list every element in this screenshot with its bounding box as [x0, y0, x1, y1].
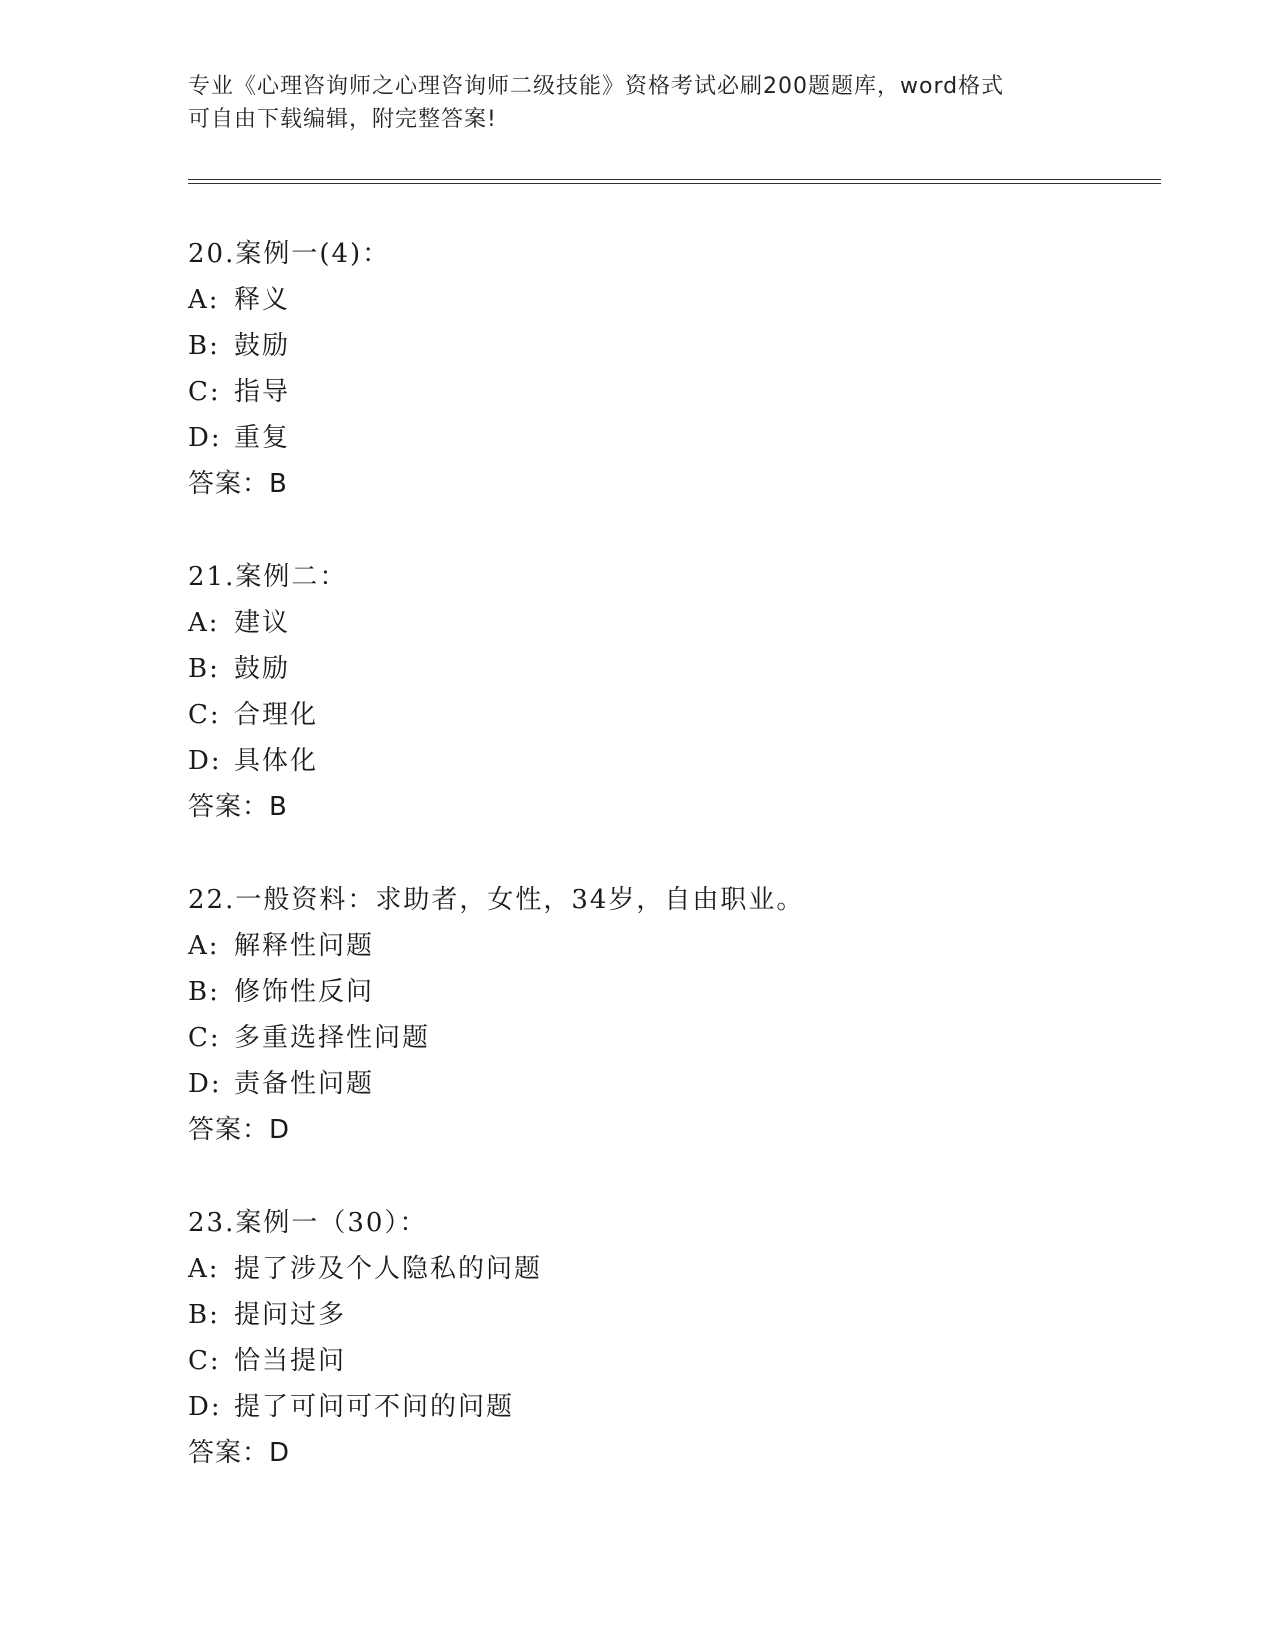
option-key: C:	[188, 1023, 221, 1053]
option-a	[188, 600, 1088, 646]
option-c	[188, 369, 1088, 415]
option-key: A:	[188, 931, 220, 961]
option-key: D:	[188, 1069, 222, 1099]
option-key: A:	[188, 285, 220, 315]
option-text: 解释性问题	[234, 931, 375, 961]
option-b	[188, 969, 1088, 1015]
question-20	[188, 231, 1088, 507]
answer: 答案：D	[188, 1438, 291, 1468]
option-b	[188, 323, 1088, 369]
answer: 答案：B	[188, 792, 288, 822]
header-divider	[188, 179, 1161, 184]
option-text: 恰当提问	[234, 1346, 347, 1376]
option-key: B:	[188, 654, 220, 684]
header-line-1: 专业《心理咨询师之心理咨询师二级技能》资格考试必刷200题题库，word格式	[188, 74, 1005, 99]
option-key: A:	[188, 608, 220, 638]
option-key: B:	[188, 331, 220, 361]
option-key: D:	[188, 1392, 222, 1422]
question-stem: 21.案例二：	[188, 562, 348, 592]
option-c	[188, 1338, 1088, 1384]
option-text: 释义	[234, 285, 291, 315]
question-stem: 20.案例一(4)：	[188, 239, 391, 269]
header-line-2: 可自由下载编辑，附完整答案!	[188, 107, 497, 132]
option-text: 责备性问题	[234, 1069, 375, 1099]
question-23	[188, 1200, 1088, 1476]
option-text: 合理化	[234, 700, 319, 730]
option-key: D:	[188, 423, 222, 453]
option-d	[188, 1061, 1088, 1107]
option-c	[188, 1015, 1088, 1061]
question-21	[188, 554, 1088, 830]
option-a	[188, 277, 1088, 323]
option-key: C:	[188, 1346, 221, 1376]
option-key: C:	[188, 377, 221, 407]
question-stem: 23.案例一（30）：	[188, 1208, 428, 1238]
option-b	[188, 1292, 1088, 1338]
option-text: 指导	[234, 377, 291, 407]
option-d	[188, 1384, 1088, 1430]
option-text: 重复	[234, 423, 291, 453]
option-a	[188, 923, 1088, 969]
option-text: 提了涉及个人隐私的问题	[234, 1254, 543, 1284]
answer: 答案：B	[188, 469, 288, 499]
option-key: D:	[188, 746, 222, 776]
option-text: 建议	[234, 608, 291, 638]
option-key: B:	[188, 1300, 220, 1330]
option-text: 鼓励	[234, 654, 291, 684]
option-a	[188, 1246, 1088, 1292]
option-text: 修饰性反问	[234, 977, 375, 1007]
option-text: 鼓励	[234, 331, 291, 361]
option-c	[188, 692, 1088, 738]
option-text: 具体化	[234, 746, 319, 776]
question-22	[188, 877, 1088, 1153]
question-stem: 22.一般资料：求助者，女性，34岁，自由职业。	[188, 885, 805, 915]
option-text: 多重选择性问题	[234, 1023, 431, 1053]
option-b	[188, 646, 1088, 692]
option-key: A:	[188, 1254, 220, 1284]
document-header	[188, 70, 1068, 136]
answer: 答案：D	[188, 1115, 291, 1145]
option-text: 提了可问可不问的问题	[234, 1392, 515, 1422]
option-d	[188, 415, 1088, 461]
option-text: 提问过多	[234, 1300, 347, 1330]
option-key: C:	[188, 700, 221, 730]
option-key: B:	[188, 977, 220, 1007]
option-d	[188, 738, 1088, 784]
